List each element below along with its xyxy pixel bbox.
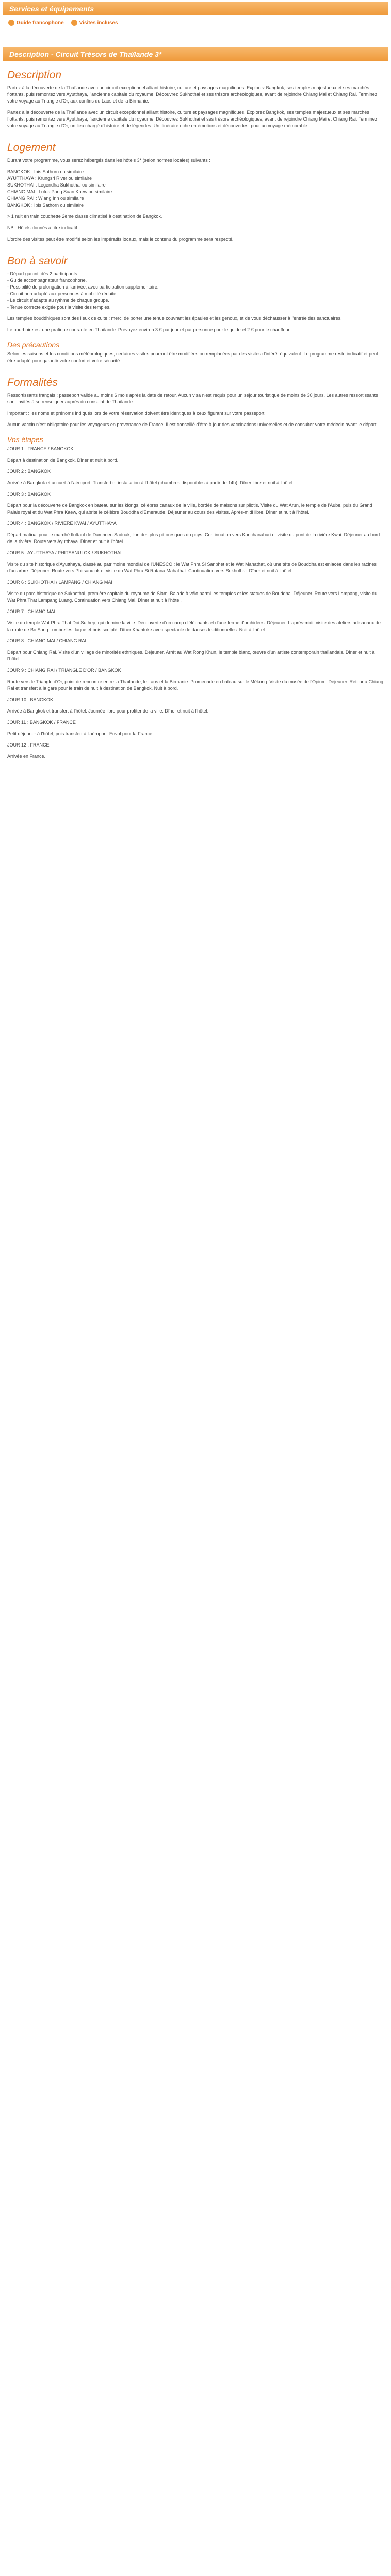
paragraph: Partez à la découverte de la Thaïlande avec un circuit exceptionnel alliant histoire, culture et paysages magnifiques. Explorez Bangkok, ses temples majestueux et ses marchés flottants, puis remontez vers Ayutthaya, l'ancienne capitale du royaume. Découvrez Sukhothai et ses trésors archéologiques, avant de rejoindre Chiang Mai et Chiang Rai. Terminez votre voyage au Triangle d'Or, aux confins du Laos et de la Birmanie. (7, 85, 378, 104)
paragraph: Important : les noms et prénoms indiqués lors de votre réservation doivent être identiques à ceux figurant sur votre passeport. (7, 411, 266, 416)
section-heading: Bon à savoir (7, 255, 68, 267)
paragraph: Ressortissants français : passeport valide au moins 6 mois après la date de retour. Aucun visa n'est requis pour un séjour touristique de moins de 30 jours. Les autres ressortissants sont invités à se renseigner auprès du consulat de Thaïlande. (7, 393, 378, 404)
paragraph: JOUR 2 : BANGKOK (7, 469, 51, 474)
paragraph: JOUR 11 : BANGKOK / FRANCE (7, 720, 76, 725)
info-list-item: SUKHOTHAI : Legendha Sukhothai ou similaire (7, 182, 106, 188)
paragraph: JOUR 9 : CHIANG RAI / TRIANGLE D'OR / BANGKOK (7, 668, 121, 673)
visits-icon (71, 20, 77, 26)
info-list-item: CHIANG RAI : Wiang Inn ou similaire (7, 196, 84, 201)
info-list (7, 168, 384, 209)
paragraph: JOUR 5 : AYUTTHAYA / PHITSANULOK / SUKHOTHAI (7, 550, 122, 555)
paragraph: JOUR 6 : SUKHOTHAI / LAMPANG / CHIANG MAI (7, 580, 112, 585)
paragraph: JOUR 12 : FRANCE (7, 742, 50, 748)
info-list-item: - Guide accompagnateur francophone. (7, 278, 87, 283)
paragraph: Départ pour Chiang Rai. Visite d'un village de minorités ethniques. Déjeuner. Arrêt au Wat Rong Khun, le temple blanc, œuvre d'un artiste contemporain thaïlandais. Dîner et nuit à l'hôtel. (7, 650, 375, 662)
info-list-item: - Tenue correcte exigée pour la visite des temples. (7, 304, 111, 310)
page (0, 2, 391, 785)
paragraph: Petit déjeuner à l'hôtel, puis transfert à l'aéroport. Envol pour la France. (7, 731, 154, 736)
info-list-item: - Le circuit s'adapte au rythme de chaque groupe. (7, 298, 109, 303)
info-list-item: - Possibilité de prolongation à l'arrivée, avec participation supplémentaire. (7, 284, 159, 290)
paragraph: Arrivée à Bangkok et accueil à l'aéroport. Transfert et installation à l'hôtel (chambres disponibles à partir de 14h). Dîner libre et nuit à l'hôtel. (7, 480, 294, 485)
service-badges (0, 15, 391, 26)
description-section-title: Description - Circuit Trésors de Thaïlande 3* (9, 50, 162, 58)
paragraph: Le pourboire est une pratique courante en Thaïlande. Prévoyez environ 3 € par jour et par personne pour le guide et 2 € pour le chauffeur. (7, 327, 291, 332)
paragraph: Les temples bouddhiques sont des lieux de culte : merci de porter une tenue couvrant les épaules et les genoux, et de vous déchausser à l'entrée des sanctuaires. (7, 316, 342, 321)
paragraph: JOUR 7 : CHIANG MAI (7, 609, 56, 614)
subsection-heading: Vos étapes (7, 435, 43, 444)
paragraph: NB : Hôtels donnés à titre indicatif. (7, 225, 79, 230)
info-list-item: CHIANG MAI : Lotus Pang Suan Kaew ou similaire (7, 189, 112, 194)
paragraph: Départ pour la découverte de Bangkok en bateau sur les klongs, célèbres canaux de la ville, bordés de maisons sur pilotis. Visite du Wat Arun, le temple de l'Aube, puis du Grand Palais royal et du Wat Phra Kaew, qui abrite le célèbre Bouddha d'Émeraude. Déjeuner au cours des visites. Après-midi libre. Dîner et nuit à l'hôtel. (7, 503, 372, 515)
section-heading: Description (7, 69, 62, 81)
paragraph: Arrivée à Bangkok et transfert à l'hôtel. Journée libre pour profiter de la ville. Dîner et nuit à l'hôtel. (7, 708, 209, 714)
paragraph: JOUR 1 : FRANCE / BANGKOK (7, 446, 74, 451)
badge-visits (71, 20, 118, 26)
paragraph: Arrivée en France. (7, 754, 46, 759)
paragraph: Visite du temple Wat Phra That Doi Suthep, qui domine la ville. Découverte d'un camp d'éléphants et d'une ferme d'orchidées. Déjeuner. L'après-midi, visite des ateliers artisanaux de la route de Bo Sang : ombrelles, laque et bois sculpté. Dîner Khantoke avec spectacle de danses traditionnelles. Nuit à l'hôtel. (7, 620, 381, 632)
guide-icon (8, 20, 14, 26)
paragraph: Aucun vaccin n'est obligatoire pour les voyageurs en provenance de France. Il est conseillé d'être à jour des vaccinations universelles et de consulter votre médecin avant le départ. (7, 422, 378, 427)
info-list-item: - Circuit non adapté aux personnes à mobilité réduite. (7, 291, 118, 296)
paragraph: Visite du parc historique de Sukhothai, première capitale du royaume de Siam. Balade à vélo parmi les temples et les statues de Bouddha. Déjeuner. Route vers Lampang, visite du Wat Phra That Lampang Luang. Continuation vers Chiang Mai. Dîner et nuit à l'hôtel. (7, 591, 378, 603)
paragraph: Visite du site historique d'Ayutthaya, classé au patrimoine mondial de l'UNESCO : le Wat Phra Si Sanphet et le Wat Mahathat, où une tête de Bouddha est enlacée dans les racines d'un arbre. Déjeuner. Route vers Phitsanulok et visite du Wat Phra Si Ratana Mahathat. Continuation vers Sukhothai. Dîner et nuit à l'hôtel. (7, 562, 377, 573)
paragraph: JOUR 8 : CHIANG MAI / CHIANG RAI (7, 638, 87, 643)
info-list (7, 270, 384, 311)
paragraph: > 1 nuit en train couchette 2ème classe climatisé à destination de Bangkok. (7, 214, 162, 219)
paragraph: Départ à destination de Bangkok. Dîner et nuit à bord. (7, 457, 119, 463)
paragraph: Partez à la découverte de la Thaïlande avec un circuit exceptionnel alliant histoire, culture et paysages magnifiques. Explorez Bangkok, ses temples majestueux et ses marchés flottants, puis remontez vers Ayutthaya, l'ancienne capitale du royaume. Découvrez Sukhothai et ses trésors archéologiques, avant de rejoindre Chiang Mai et Chiang Rai. Terminez votre voyage au Triangle d'Or, un lieu chargé d'histoire et de légendes. Un itinéraire riche en émotions et découvertes, pour un voyage mémorable. (7, 110, 378, 128)
paragraph: JOUR 10 : BANGKOK (7, 697, 54, 702)
badge-guide-label: Guide francophone (17, 20, 64, 26)
paragraph: JOUR 3 : BANGKOK (7, 492, 51, 497)
paragraph: Départ matinal pour le marché flottant de Damnoen Saduak, l'un des plus pittoresques du pays. Continuation vers Kanchanaburi et visite du pont de la rivière Kwai. Déjeuner au bord de la rivière. Route vers Ayutthaya. Dîner et nuit à l'hôtel. (7, 532, 380, 544)
info-list-item: BANGKOK : Ibis Sathorn ou similaire (7, 169, 84, 174)
services-section-title: Services et équipements (9, 5, 94, 13)
section-heading: Formalités (7, 377, 58, 388)
badge-visits-label: Visites incluses (79, 20, 118, 26)
info-list-item: AYUTTHAYA : Krungsri River ou similaire (7, 176, 92, 181)
paragraph: JOUR 4 : BANGKOK / RIVIÈRE KWAI / AYUTTHAYA (7, 521, 117, 526)
paragraph: Route vers le Triangle d'Or, point de rencontre entre la Thaïlande, le Laos et la Birmanie. Promenade en bateau sur le Mékong. Visite du musée de l'Opium. Déjeuner. Retour à Chiang Rai et transfert à la gare pour le train de nuit à destination de Bangkok. Nuit à bord. (7, 679, 384, 691)
description-content (0, 69, 391, 760)
paragraph: Selon les saisons et les conditions météorologiques, certaines visites pourront être modifiées ou remplacées par des visites d'intérêt équivalent. Le programme reste indicatif et peut être adapté pour garantir votre confort et votre sécurité. (7, 351, 378, 363)
description-section-bar (3, 47, 388, 61)
badge-guide (8, 20, 64, 26)
subsection-heading: Des précautions (7, 341, 60, 349)
services-section-bar (3, 2, 388, 15)
paragraph: L'ordre des visites peut être modifié selon les impératifs locaux, mais le contenu du programme sera respecté. (7, 236, 234, 242)
info-list-item: BANGKOK : Ibis Sathorn ou similaire (7, 202, 84, 208)
paragraph: Durant votre programme, vous serez hébergés dans les hôtels 3* (selon normes locales) suivants : (7, 158, 210, 163)
info-list-item: - Départ garanti dès 2 participants. (7, 271, 79, 276)
section-heading: Logement (7, 142, 56, 154)
